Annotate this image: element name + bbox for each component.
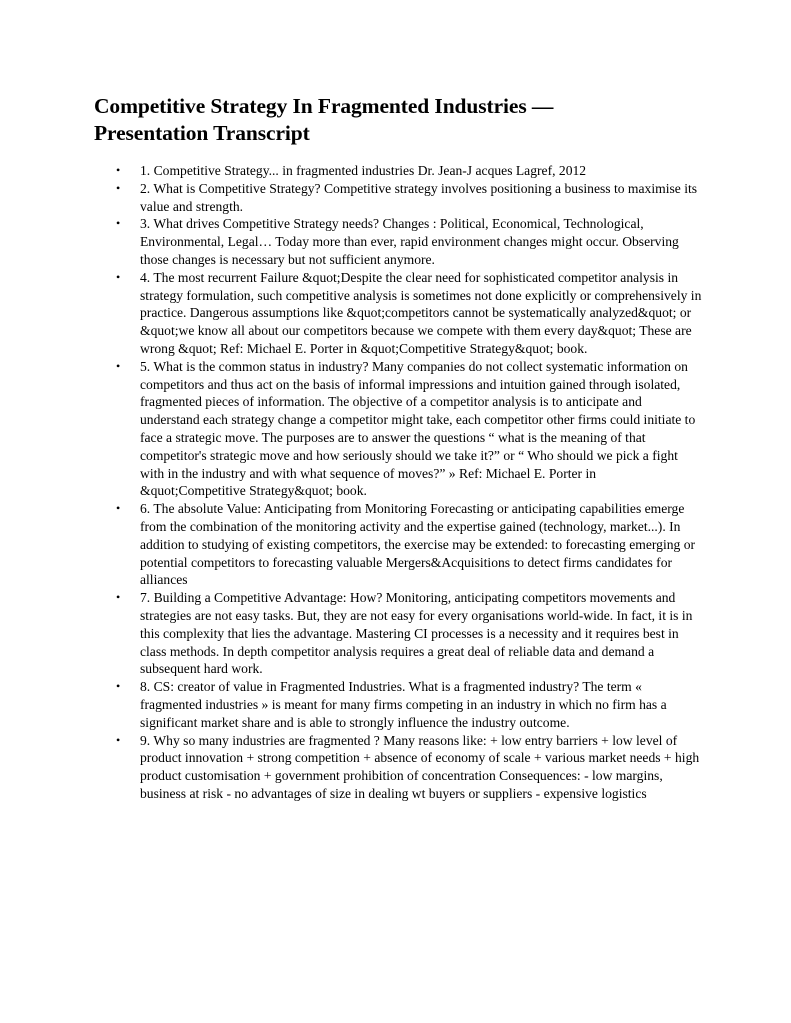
list-item — [94, 678, 704, 731]
title-line-2: Presentation Transcript — [94, 121, 310, 145]
list-item — [94, 589, 704, 678]
page-title — [94, 93, 704, 147]
bullet-icon: • — [116, 732, 121, 747]
list-item — [94, 358, 704, 500]
list-item — [94, 180, 704, 216]
list-item — [94, 269, 704, 358]
title-line-1: Competitive Strategy In Fragmented Industries — — [94, 94, 554, 118]
bullet-icon: • — [116, 216, 121, 231]
bullet-icon: • — [116, 180, 121, 195]
list-item-text: 3. What drives Competitive Strategy needs? Changes : Political, Economical, Technological, Environmental, Legal… Today more than ever, rapid environment changes might occur. Observing those changes is necessary but not sufficient anymore. — [140, 216, 679, 267]
list-item — [94, 215, 704, 268]
bullet-icon: • — [116, 679, 121, 694]
list-item-text: 5. What is the common status in industry? Many companies do not collect systematic information on competitors and thus act on the basis of informal impressions and intuition gained through isolated, fragmented pieces of information. The objective of a competitor analysis is to anticipate and understand each strategy change a competitor might take, each competitor other firms could initiate to face a strategic move. The purposes are to answer the questions “ what is the meaning of that competitor's strategic move and how seriously should we take it?” or “ Who should we pick a fight with in the industry and with what sequence of moves?” » Ref: Michael E. Porter in &quot;Competitive Strategy&quot; book. — [140, 358, 696, 499]
document-page — [94, 93, 704, 803]
list-item-text: 6. The absolute Value: Anticipating from Monitoring Forecasting or anticipating capabilities emerge from the combination of the monitoring activity and the expertise gained (technology, market...). In addition to studying of existing competitors, the exercise may be extended: to forecasting emerging or potential competitors to forecasting valuable Mergers&Acquisitions to detect firms candidates for alliances — [140, 501, 696, 588]
bullet-icon: • — [116, 501, 121, 516]
list-item — [94, 732, 704, 803]
list-item-text: 2. What is Competitive Strategy? Competitive strategy involves positioning a business to maximise its value and strength. — [140, 180, 698, 214]
list-item — [94, 500, 704, 589]
bullet-icon: • — [116, 163, 121, 177]
bullet-icon: • — [116, 590, 121, 605]
list-item-text: 4. The most recurrent Failure &quot;Despite the clear need for sophisticated competitor analysis in strategy formulation, such competitive analysis is sometimes not done explicitly or comprehensively in practice. Dangerous assumptions like &quot;competitors cannot be systematically analyzed&quot; or &quot;we know all about our competitors because we compete with them every day&quot; These are wrong &quot; Ref: Michael E. Porter in &quot;Competitive Strategy&quot; book. — [140, 269, 702, 356]
list-item — [94, 162, 704, 180]
list-item-text: 8. CS: creator of value in Fragmented Industries. What is a fragmented industry? The term « fragmented industries » is meant for many firms competing in an industry in which no firm has a significant market share and is able to strongly influence the industry outcome. — [140, 679, 667, 730]
transcript-list — [94, 162, 704, 803]
list-item-text: 9. Why so many industries are fragmented ? Many reasons like: + low entry barriers + low level of product innovation + strong competition + absence of economy of scale + various market needs + high product customisation + government prohibition of concentration Consequences: - low margins, business at risk - no advantages of size in dealing wt buyers or suppliers - expensive logistics — [140, 732, 700, 801]
bullet-icon: • — [116, 358, 121, 373]
bullet-icon: • — [116, 269, 121, 284]
list-item-text: 1. Competitive Strategy... in fragmented industries Dr. Jean-J acques Lagref, 2012 — [140, 163, 587, 178]
list-item-text: 7. Building a Competitive Advantage: How? Monitoring, anticipating competitors movements and strategies are not easy tasks. But, they are not easy for every organisations world-wide. In fact, it is in this complexity that lies the advantage. Mastering CI processes is a necessity and it requires best in class methods. In depth competitor analysis requires a great deal of reliable data and demand a subsequent hard work. — [140, 590, 693, 677]
